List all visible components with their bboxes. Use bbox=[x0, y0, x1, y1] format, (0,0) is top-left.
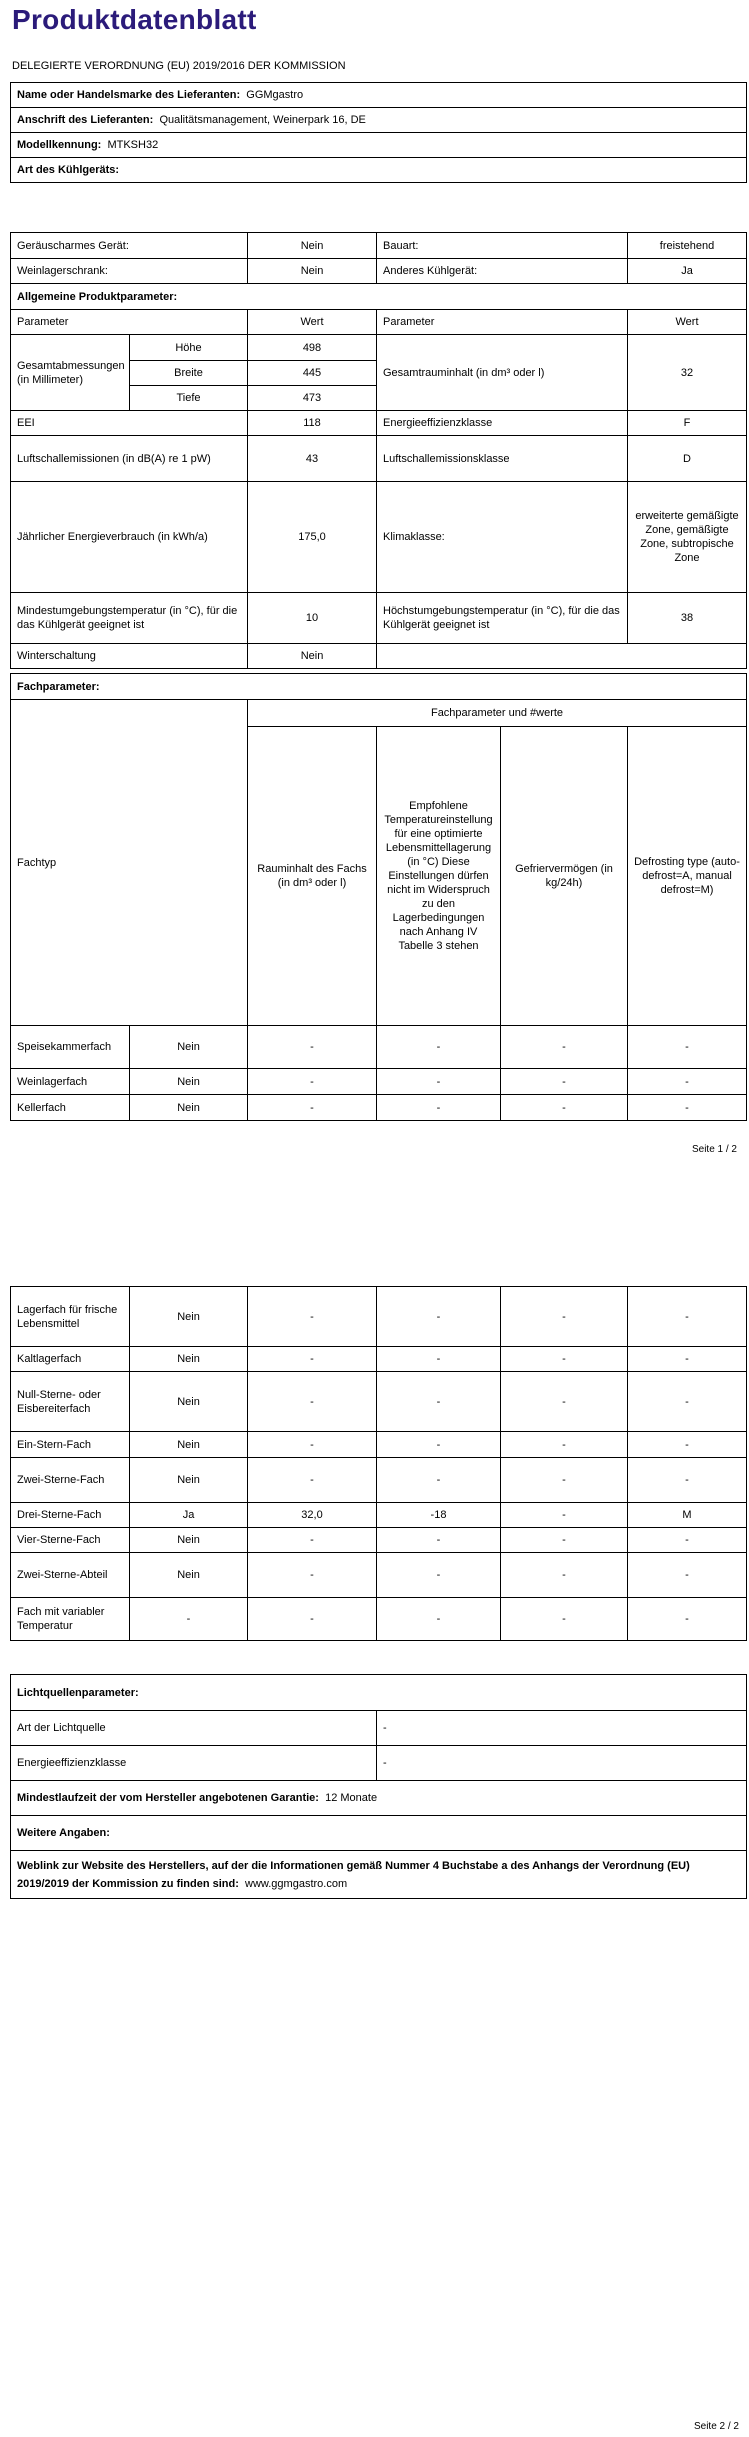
wine-storage-label: Weinlagerschrank: bbox=[11, 259, 248, 284]
light-class-label: Energieeffizienzklasse bbox=[11, 1746, 377, 1781]
light-type-value: - bbox=[377, 1711, 747, 1746]
compartment-freeze: - bbox=[501, 1432, 628, 1458]
compartment-name: Vier-Sterne-Fach bbox=[11, 1528, 130, 1553]
appliance-row-1 bbox=[11, 233, 747, 259]
light-class-row bbox=[11, 1746, 747, 1781]
compartment-defrost: - bbox=[628, 1069, 747, 1095]
compartment-temp: - bbox=[377, 1347, 501, 1372]
wine-storage-value: Nein bbox=[248, 259, 377, 284]
compartment-present: Nein bbox=[130, 1026, 248, 1069]
design-label: Bauart: bbox=[377, 233, 628, 259]
compartment-freeze: - bbox=[501, 1347, 628, 1372]
compartments-header-row bbox=[11, 674, 747, 700]
table-row bbox=[11, 1503, 747, 1528]
energy-class-value: F bbox=[628, 411, 747, 436]
climate-class-label: Klimaklasse: bbox=[377, 482, 628, 593]
regulation-subtitle: DELEGIERTE VERORDNUNG (EU) 2019/2016 DER KOMMISSION bbox=[12, 60, 346, 72]
noise-value: 43 bbox=[248, 436, 377, 482]
compartment-type-label: Fachtyp bbox=[11, 700, 248, 1026]
design-value: freistehend bbox=[628, 233, 747, 259]
light-header: Lichtquellenparameter: bbox=[11, 1675, 747, 1711]
compartment-freeze: - bbox=[501, 1026, 628, 1069]
min-temp-value: 10 bbox=[248, 593, 377, 644]
compartment-volume: - bbox=[248, 1598, 377, 1641]
compartment-temp: - bbox=[377, 1432, 501, 1458]
compartment-freeze: - bbox=[501, 1372, 628, 1432]
compartment-volume: - bbox=[248, 1287, 377, 1347]
compartment-name: Zwei-Sterne-Fach bbox=[11, 1458, 130, 1503]
table-row bbox=[11, 1026, 747, 1069]
general-parameters-table bbox=[10, 232, 747, 669]
other-appliance-label: Anderes Kühlgerät: bbox=[377, 259, 628, 284]
dim-depth-label: Tiefe bbox=[130, 386, 248, 411]
compartment-volume: - bbox=[248, 1372, 377, 1432]
min-temp-label: Mindestumgebungstemperatur (in °C), für die das Kühlgerät geeignet ist bbox=[11, 593, 248, 644]
compartment-freeze: - bbox=[501, 1458, 628, 1503]
light-class-value: - bbox=[377, 1746, 747, 1781]
col-value: Wert bbox=[248, 310, 377, 335]
compartment-present: Nein bbox=[130, 1069, 248, 1095]
compartment-present: Ja bbox=[130, 1503, 248, 1528]
compartment-name: Zwei-Sterne-Abteil bbox=[11, 1553, 130, 1598]
winter-switch-value: Nein bbox=[248, 644, 377, 669]
compartment-present: Nein bbox=[130, 1347, 248, 1372]
compartment-volume: - bbox=[248, 1432, 377, 1458]
compartment-defrost: - bbox=[628, 1528, 747, 1553]
compartment-temp: - bbox=[377, 1528, 501, 1553]
compartment-name: Kellerfach bbox=[11, 1095, 130, 1121]
climate-class-value: erweiterte gemäßigte Zone, gemäßigte Zone, subtropische Zone bbox=[628, 482, 747, 593]
compartment-defrost: - bbox=[628, 1095, 747, 1121]
warranty-row bbox=[11, 1781, 747, 1816]
compartment-volume: - bbox=[248, 1553, 377, 1598]
col-parameter-2: Parameter bbox=[377, 310, 628, 335]
appliance-row-2 bbox=[11, 259, 747, 284]
compartment-volume: - bbox=[248, 1095, 377, 1121]
compartment-temp: - bbox=[377, 1287, 501, 1347]
compartment-defrost: - bbox=[628, 1553, 747, 1598]
more-info-header: Weitere Angaben: bbox=[11, 1816, 747, 1851]
compartments-group-row bbox=[11, 700, 747, 727]
compartment-temp: - bbox=[377, 1458, 501, 1503]
compartment-temp: - bbox=[377, 1372, 501, 1432]
supplier-address-value: Qualitätsmanagement, Weinerpark 16, DE bbox=[159, 114, 366, 126]
table-row bbox=[11, 1347, 747, 1372]
warranty-label: Mindestlaufzeit der vom Hersteller angebotenen Garantie: bbox=[17, 1792, 319, 1804]
supplier-name-row bbox=[11, 83, 747, 108]
lownoise-label: Geräuscharmes Gerät: bbox=[11, 233, 248, 259]
compartment-freeze: - bbox=[501, 1528, 628, 1553]
energy-consumption-label: Jährlicher Energieverbrauch (in kWh/a) bbox=[11, 482, 248, 593]
compartment-volume: - bbox=[248, 1458, 377, 1503]
compartment-freeze: - bbox=[501, 1287, 628, 1347]
compartment-defrost: - bbox=[628, 1287, 747, 1347]
compartment-temp: -18 bbox=[377, 1503, 501, 1528]
compartment-defrost: - bbox=[628, 1372, 747, 1432]
page-2 bbox=[0, 1260, 749, 2437]
general-header-row bbox=[11, 284, 747, 310]
compartment-name: Drei-Sterne-Fach bbox=[11, 1503, 130, 1528]
max-temp-label: Höchstumgebungstemperatur (in °C), für die das Kühlgerät geeignet ist bbox=[377, 593, 628, 644]
col-recommended-temp: Empfohlene Temperatureinstellung für eine optimierte Lebensmittellagerung (in °C) Diese Einstellungen dürfen nicht im Widerspruch zu den Lagerbedingungen nach Anhang IV Tabelle 3 stehen bbox=[377, 727, 501, 1026]
compartment-freeze: - bbox=[501, 1095, 628, 1121]
noise-class-label: Luftschallemissionsklasse bbox=[377, 436, 628, 482]
noise-class-value: D bbox=[628, 436, 747, 482]
model-value: MTKSH32 bbox=[107, 139, 159, 151]
compartment-volume: - bbox=[248, 1026, 377, 1069]
compartments-header: Fachparameter: bbox=[11, 674, 747, 700]
table-row bbox=[11, 1528, 747, 1553]
table-row bbox=[11, 1095, 747, 1121]
compartment-present: Nein bbox=[130, 1458, 248, 1503]
table-row bbox=[11, 1287, 747, 1347]
compartment-freeze: - bbox=[501, 1503, 628, 1528]
noise-label: Luftschallemissionen (in dB(A) re 1 pW) bbox=[11, 436, 248, 482]
compartment-present: Nein bbox=[130, 1553, 248, 1598]
compartment-present: - bbox=[130, 1598, 248, 1641]
compartment-name: Fach mit variabler Temperatur bbox=[11, 1598, 130, 1641]
dim-height-value: 498 bbox=[248, 335, 377, 361]
compartment-group-label: Fachparameter und #werte bbox=[248, 700, 747, 727]
col-parameter: Parameter bbox=[11, 310, 248, 335]
compartment-volume: - bbox=[248, 1347, 377, 1372]
compartment-defrost: - bbox=[628, 1026, 747, 1069]
light-type-row bbox=[11, 1711, 747, 1746]
compartment-defrost: - bbox=[628, 1347, 747, 1372]
warranty-value: 12 Monate bbox=[325, 1792, 378, 1804]
compartment-name: Speisekammerfach bbox=[11, 1026, 130, 1069]
compartment-present: Nein bbox=[130, 1528, 248, 1553]
supplier-address-row bbox=[11, 108, 747, 133]
dims-label: Gesamtabmessungen (in Millimeter) bbox=[11, 335, 130, 411]
light-header-row bbox=[11, 1675, 747, 1711]
general-header: Allgemeine Produktparameter: bbox=[11, 284, 747, 310]
energy-class-label: Energieeffizienzklasse bbox=[377, 411, 628, 436]
table-row bbox=[11, 1553, 747, 1598]
winter-row bbox=[11, 644, 747, 669]
light-type-label: Art der Lichtquelle bbox=[11, 1711, 377, 1746]
compartment-volume: 32,0 bbox=[248, 1503, 377, 1528]
compartment-present: Nein bbox=[130, 1432, 248, 1458]
volume-label: Gesamtrauminhalt (in dm³ oder l) bbox=[377, 335, 628, 411]
col-compartment-volume: Rauminhalt des Fachs (in dm³ oder l) bbox=[248, 727, 377, 1026]
compartment-defrost: - bbox=[628, 1432, 747, 1458]
page-1 bbox=[0, 0, 749, 1180]
weblink-row bbox=[11, 1851, 747, 1899]
table-row bbox=[11, 1069, 747, 1095]
dims-row-height bbox=[11, 335, 747, 361]
lownoise-value: Nein bbox=[248, 233, 377, 259]
dim-width-label: Breite bbox=[130, 361, 248, 386]
empty-cell bbox=[377, 644, 747, 669]
compartment-freeze: - bbox=[501, 1598, 628, 1641]
noise-row bbox=[11, 436, 747, 482]
compartment-volume: - bbox=[248, 1528, 377, 1553]
compartments-table-page2 bbox=[10, 1286, 747, 1641]
model-row bbox=[11, 133, 747, 158]
eei-value: 118 bbox=[248, 411, 377, 436]
appliance-type-header: Art des Kühlgeräts: bbox=[11, 158, 747, 183]
compartment-name: Null-Sterne- oder Eisbereiterfach bbox=[11, 1372, 130, 1432]
eei-label: EEI bbox=[11, 411, 248, 436]
energy-consumption-value: 175,0 bbox=[248, 482, 377, 593]
compartment-name: Weinlagerfach bbox=[11, 1069, 130, 1095]
compartment-defrost: M bbox=[628, 1503, 747, 1528]
winter-switch-label: Winterschaltung bbox=[11, 644, 248, 669]
compartment-present: Nein bbox=[130, 1287, 248, 1347]
compartment-temp: - bbox=[377, 1026, 501, 1069]
appliance-type-header-row bbox=[11, 158, 747, 183]
supplier-name-label: Name oder Handelsmarke des Lieferanten: bbox=[17, 89, 241, 101]
compartment-temp: - bbox=[377, 1095, 501, 1121]
dim-depth-value: 473 bbox=[248, 386, 377, 411]
more-info-row bbox=[11, 1816, 747, 1851]
ambient-temp-row bbox=[11, 593, 747, 644]
compartment-freeze: - bbox=[501, 1069, 628, 1095]
compartment-present: Nein bbox=[130, 1095, 248, 1121]
compartment-name: Kaltlagerfach bbox=[11, 1347, 130, 1372]
compartment-volume: - bbox=[248, 1069, 377, 1095]
supplier-address-label: Anschrift des Lieferanten: bbox=[17, 114, 154, 126]
compartment-present: Nein bbox=[130, 1372, 248, 1432]
weblink-label: Weblink zur Website des Herstellers, auf der die Informationen gemäß Nummer 4 Buchstabe a des Anhangs der Verordnung (EU) 2019/2019 der Kommission zu finden sind: bbox=[17, 1859, 690, 1890]
volume-value: 32 bbox=[628, 335, 747, 411]
compartment-freeze: - bbox=[501, 1553, 628, 1598]
model-label: Modellkennung: bbox=[17, 139, 102, 151]
dim-width-value: 445 bbox=[248, 361, 377, 386]
col-freezing-capacity: Gefriervermögen (in kg/24h) bbox=[501, 727, 628, 1026]
energy-climate-row bbox=[11, 482, 747, 593]
table-row bbox=[11, 1598, 747, 1641]
dim-height-label: Höhe bbox=[130, 335, 248, 361]
page-title: Produktdatenblatt bbox=[12, 4, 257, 35]
col-value-2: Wert bbox=[628, 310, 747, 335]
compartment-temp: - bbox=[377, 1598, 501, 1641]
compartment-temp: - bbox=[377, 1553, 501, 1598]
compartment-name: Lagerfach für frische Lebensmittel bbox=[11, 1287, 130, 1347]
table-row bbox=[11, 1458, 747, 1503]
supplier-name-value: GGMgastro bbox=[246, 89, 304, 101]
page-number-2: Seite 2 / 2 bbox=[693, 2421, 739, 2432]
compartments-table-page1 bbox=[10, 673, 747, 1121]
max-temp-value: 38 bbox=[628, 593, 747, 644]
weblink-value[interactable]: www.ggmgastro.com bbox=[245, 1877, 348, 1890]
supplier-table bbox=[10, 82, 747, 183]
compartment-temp: - bbox=[377, 1069, 501, 1095]
compartment-defrost: - bbox=[628, 1598, 747, 1641]
page-number-1: Seite 1 / 2 bbox=[691, 1144, 737, 1155]
table-row bbox=[11, 1432, 747, 1458]
general-columns-row bbox=[11, 310, 747, 335]
compartment-name: Ein-Stern-Fach bbox=[11, 1432, 130, 1458]
other-appliance-value: Ja bbox=[628, 259, 747, 284]
light-source-table bbox=[10, 1674, 747, 1899]
table-row bbox=[11, 1372, 747, 1432]
eei-row bbox=[11, 411, 747, 436]
compartment-defrost: - bbox=[628, 1458, 747, 1503]
col-defrost-type: Defrosting type (auto-defrost=A, manual defrost=M) bbox=[628, 727, 747, 1026]
